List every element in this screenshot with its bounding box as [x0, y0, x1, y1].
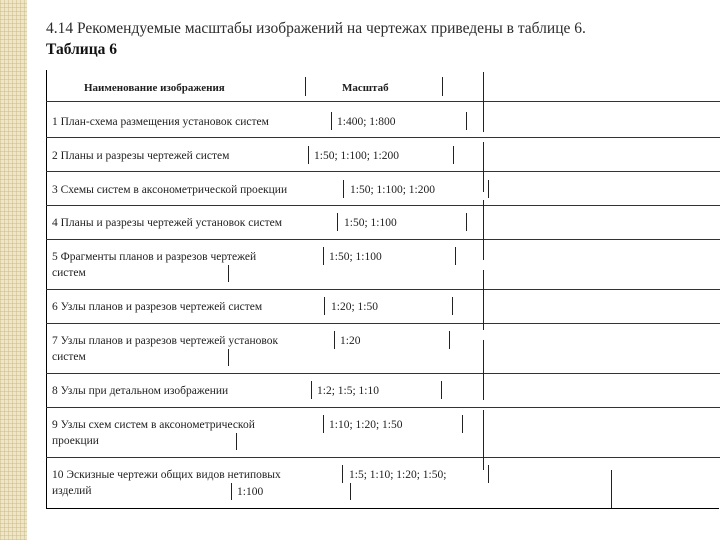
- table-cell-scale: 1:20: [340, 335, 361, 347]
- cell-separator: [488, 465, 489, 483]
- table-column-divider: [483, 72, 484, 132]
- table-cell-name: 2 Планы и разрезы чертежей систем: [52, 150, 230, 162]
- cell-separator: [452, 297, 453, 315]
- table-cell-name: 9 Узлы схем систем в аксонометрической: [52, 419, 255, 431]
- table-cell-scale-continued: 1:100: [237, 486, 264, 498]
- table-cell-name: 10 Эскизные чертежи общих видов нетиповых: [52, 469, 281, 481]
- cell-separator: [449, 331, 450, 349]
- cell-separator: [488, 180, 489, 198]
- cell-separator: [305, 77, 306, 96]
- table-cell-name: 6 Узлы планов и разрезов чертежей систем: [52, 301, 263, 313]
- cell-separator: [331, 112, 332, 130]
- cell-separator: [334, 331, 335, 349]
- cell-separator: [442, 77, 443, 96]
- table-column-divider: [483, 270, 484, 330]
- table-cell-scale: 1:10; 1:20; 1:50: [329, 419, 403, 431]
- table-cell-name: 3 Схемы систем в аксонометрической проекции: [52, 184, 288, 196]
- table-cell-name-continued: систем: [52, 351, 86, 363]
- cell-separator: [231, 483, 232, 500]
- table-row-divider: [46, 205, 720, 206]
- column-header-name: Наименование изображения: [84, 82, 225, 94]
- table-column-divider: [483, 410, 484, 470]
- cell-separator: [343, 180, 344, 198]
- cell-separator: [228, 349, 229, 366]
- cell-separator: [453, 146, 454, 164]
- cell-separator: [324, 297, 325, 315]
- table-row-divider: [46, 289, 720, 290]
- cell-separator: [311, 381, 312, 399]
- cell-separator: [462, 415, 463, 433]
- cell-separator: [228, 265, 229, 282]
- table-row-divider: [46, 239, 720, 240]
- cell-separator: [466, 213, 467, 231]
- table-row-divider: [46, 457, 720, 458]
- table-cell-name: 7 Узлы планов и разрезов чертежей установок: [52, 335, 279, 347]
- column-header-scale: Масштаб: [342, 82, 389, 94]
- cell-separator: [337, 213, 338, 231]
- table-cell-name: 4 Планы и разрезы чертежей установок систем: [52, 217, 282, 229]
- cell-separator: [466, 112, 467, 130]
- table-cell-scale: 1:400; 1:800: [337, 116, 396, 128]
- table-cell-scale: 1:50; 1:100: [344, 217, 397, 229]
- table-cell-scale: 1:20; 1:50: [331, 301, 378, 313]
- table-row-divider: [46, 137, 720, 138]
- table-cell-scale: 1:50; 1:100; 1:200: [314, 150, 399, 162]
- cell-separator: [236, 433, 237, 450]
- table-row-divider: [46, 101, 720, 102]
- cell-separator: [342, 465, 343, 483]
- table-cell-name-continued: систем: [52, 267, 86, 279]
- table-column-divider: [611, 470, 612, 508]
- section-heading: 4.14 Рекомендуемые масштабы изображений на чертежах приведены в таблице 6.: [46, 20, 586, 37]
- table-cell-scale: 1:50; 1:100; 1:200: [350, 184, 435, 196]
- cell-separator: [455, 247, 456, 265]
- table-cell-scale: 1:5; 1:10; 1:20; 1:50;: [349, 469, 447, 481]
- cell-separator: [350, 483, 351, 500]
- table-column-divider: [483, 340, 484, 400]
- cell-separator: [441, 381, 442, 399]
- table-cell-name: 8 Узлы при детальном изображении: [52, 385, 229, 397]
- decorative-side-stripe: [0, 0, 27, 540]
- table-cell-scale: 1:2; 1:5; 1:10: [317, 385, 379, 397]
- table-row-divider: [46, 323, 720, 324]
- table-row-divider: [46, 373, 720, 374]
- cell-separator: [308, 146, 309, 164]
- table-row-divider: [46, 407, 720, 408]
- cell-separator: [323, 415, 324, 433]
- table-cell-name: 5 Фрагменты планов и разрезов чертежей: [52, 251, 257, 263]
- table-cell-scale: 1:50; 1:100: [329, 251, 382, 263]
- table-column-divider: [483, 142, 484, 192]
- table-title: Таблица 6: [46, 41, 117, 58]
- cell-separator: [323, 247, 324, 265]
- table-column-divider: [483, 200, 484, 260]
- table-cell-name-continued: проекции: [52, 435, 99, 447]
- table-cell-name-continued: изделий: [52, 485, 92, 497]
- table-row-divider: [46, 171, 720, 172]
- table-cell-name: 1 План-схема размещения установок систем: [52, 116, 269, 128]
